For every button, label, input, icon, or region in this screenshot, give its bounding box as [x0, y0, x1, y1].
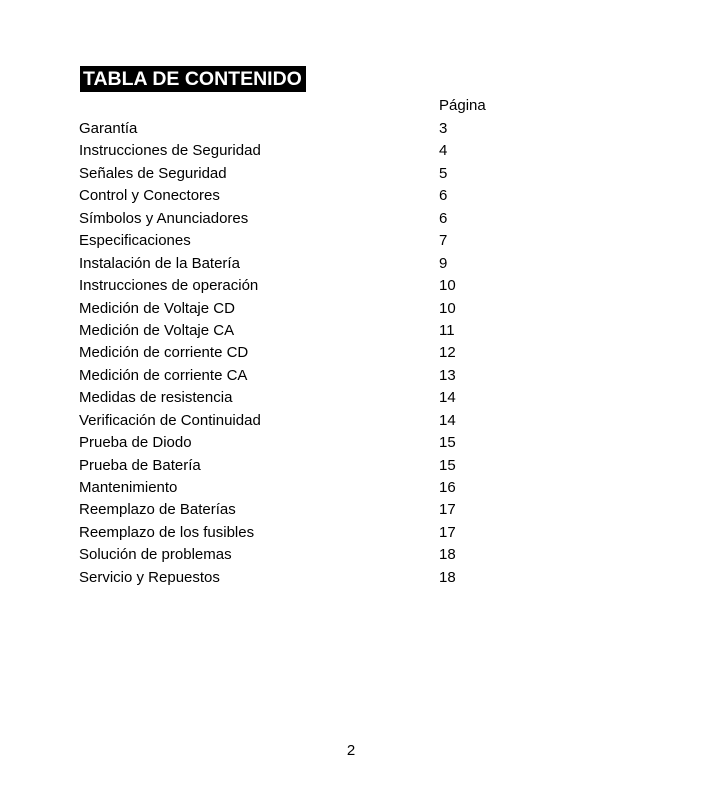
toc-title: TABLA DE CONTENIDO: [80, 66, 306, 92]
toc-entry-page: 11: [439, 321, 455, 339]
toc-entry-label: Medidas de resistencia: [79, 389, 233, 407]
toc-entry-label: Señales de Seguridad: [79, 164, 227, 182]
toc-entry: [79, 455, 519, 477]
toc-entry: [79, 342, 519, 364]
toc-entry-page: 15: [439, 456, 456, 474]
toc-entry-label: Instrucciones de Seguridad: [79, 142, 261, 160]
toc-entry-page: 18: [439, 546, 456, 564]
toc-entry-label: Solución de problemas: [79, 546, 232, 564]
toc-entry-label: Símbolos y Anunciadores: [79, 209, 249, 227]
toc-entry: [79, 410, 519, 432]
toc-entry-label: Reemplazo de Baterías: [79, 501, 236, 519]
toc-entry-page: 15: [439, 434, 456, 452]
toc-entry-page: 14: [439, 389, 456, 407]
toc-entry-label: Medición de corriente CD: [79, 344, 249, 362]
toc-entry-page: 7: [439, 232, 448, 250]
page-column-header: Página: [439, 97, 486, 114]
toc-entry-page: 13: [439, 366, 456, 384]
toc-entry-page: 10: [439, 277, 456, 295]
toc-entry: [79, 499, 519, 521]
toc-entry-page: 17: [439, 501, 456, 519]
toc-entry: [79, 477, 519, 499]
toc-entry: [79, 298, 519, 320]
toc-entry-page: 5: [439, 164, 448, 182]
toc-entry: [79, 544, 519, 566]
toc-entry-label: Garantía: [79, 120, 138, 137]
toc-entry-label: Instrucciones de operación: [79, 277, 259, 295]
toc-entry: [79, 320, 519, 342]
toc-entry: [79, 163, 519, 185]
toc-entry: [79, 253, 519, 275]
toc-entry-label: Prueba de Diodo: [79, 434, 192, 452]
toc-entry-page: 14: [439, 411, 456, 429]
toc-entry: [79, 432, 519, 454]
toc-entry: [79, 230, 519, 252]
toc-entry-label: Medición de corriente CA: [79, 366, 248, 384]
toc-entry-page: 6: [439, 187, 448, 205]
toc-entry: [79, 208, 519, 230]
toc-entry-page: 9: [439, 254, 448, 272]
toc-entry-label: Instalación de la Batería: [79, 254, 240, 272]
page-number: 2: [346, 742, 356, 759]
toc-entry-label: Especificaciones: [79, 232, 191, 250]
toc-entry-label: Control y Conectores: [79, 187, 220, 205]
toc-entry-label: Verificación de Continuidad: [79, 411, 261, 429]
toc-entry: [79, 387, 519, 409]
toc-entry-page: 3: [439, 120, 448, 137]
toc-entry: [79, 567, 519, 589]
toc-entry: [79, 185, 519, 207]
toc-entry: [79, 275, 519, 297]
toc-entry-page: 12: [439, 344, 456, 362]
toc-entry-page: 10: [439, 299, 456, 317]
toc-entry-label: Medición de Voltaje CD: [79, 299, 235, 317]
toc-entry: [79, 118, 519, 140]
toc-entry-label: Reemplazo de los fusibles: [79, 523, 255, 541]
toc-entry-page: 18: [439, 568, 456, 586]
toc-entry-page: 17: [439, 523, 456, 541]
toc-entry-page: 6: [439, 209, 448, 227]
toc-entry: [79, 522, 519, 544]
toc-entry-page: 4: [439, 142, 448, 160]
toc-entry-page: 16: [439, 479, 456, 496]
toc-entry-label: Servicio y Repuestos: [79, 568, 220, 586]
toc-entry-label: Medición de Voltaje CA: [79, 321, 235, 339]
toc-entry-label: Mantenimiento: [79, 479, 178, 496]
toc-entry: [79, 140, 519, 162]
toc-list: [79, 118, 519, 589]
toc-entry: [79, 365, 519, 387]
toc-entry-label: Prueba de Batería: [79, 456, 201, 474]
